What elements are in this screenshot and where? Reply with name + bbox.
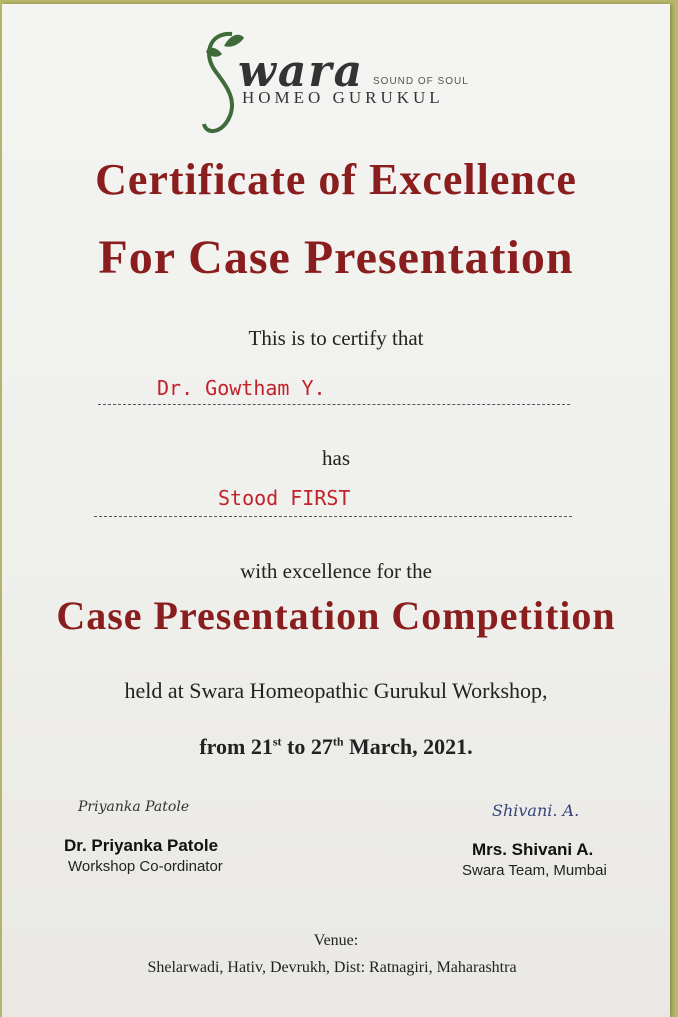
logo-tagline: SOUND OF SOUL — [373, 76, 469, 87]
signature-right: Shivani. A. — [492, 801, 580, 820]
certificate-title: Certificate of Excellence — [95, 155, 577, 204]
date-from: from — [199, 734, 251, 759]
date-end-suffix: th — [332, 734, 344, 749]
excellence-text: with excellence for the — [240, 559, 432, 583]
signature-left: Priyanka Patole — [78, 799, 190, 815]
signatory-left-name: Dr. Priyanka Patole — [64, 836, 219, 855]
competition-title: Case Presentation Competition — [56, 593, 616, 638]
certificate-subtitle: For Case Presentation — [98, 231, 574, 284]
event-dates — [2, 734, 670, 760]
has-text: has — [322, 446, 350, 470]
date-start-suffix: st — [272, 734, 282, 749]
date-start-day: 21 — [250, 734, 273, 759]
venue-label: Venue: — [313, 932, 359, 949]
signatory-right-name: Mrs. Shivani A. — [472, 840, 594, 859]
held-at-text: held at Swara Homeopathic Gurukul Workshop, — [124, 678, 548, 703]
certify-text: This is to certify that — [248, 326, 424, 350]
certificate-paper — [2, 4, 670, 1017]
venue-address: Shelarwadi, Hativ, Devrukh, Dist: Ratnagiri, Maharashtra — [147, 959, 517, 976]
logo-wordmark: wara — [238, 46, 365, 97]
signatory-left-role: Workshop Co-ordinator — [68, 858, 223, 875]
achievement-text: Stood FIRST — [218, 486, 351, 510]
name-underline — [98, 404, 570, 405]
date-month-year: March, 2021. — [343, 734, 473, 759]
date-end-day: 27 — [310, 734, 333, 759]
achievement-underline — [94, 516, 572, 517]
signatory-right-role: Swara Team, Mumbai — [462, 862, 607, 879]
swara-logo — [198, 20, 488, 138]
recipient-name: Dr. Gowtham Y. — [157, 376, 326, 400]
logo-subtitle: HOMEO GURUKUL — [242, 88, 444, 107]
date-to: to — [281, 734, 311, 759]
